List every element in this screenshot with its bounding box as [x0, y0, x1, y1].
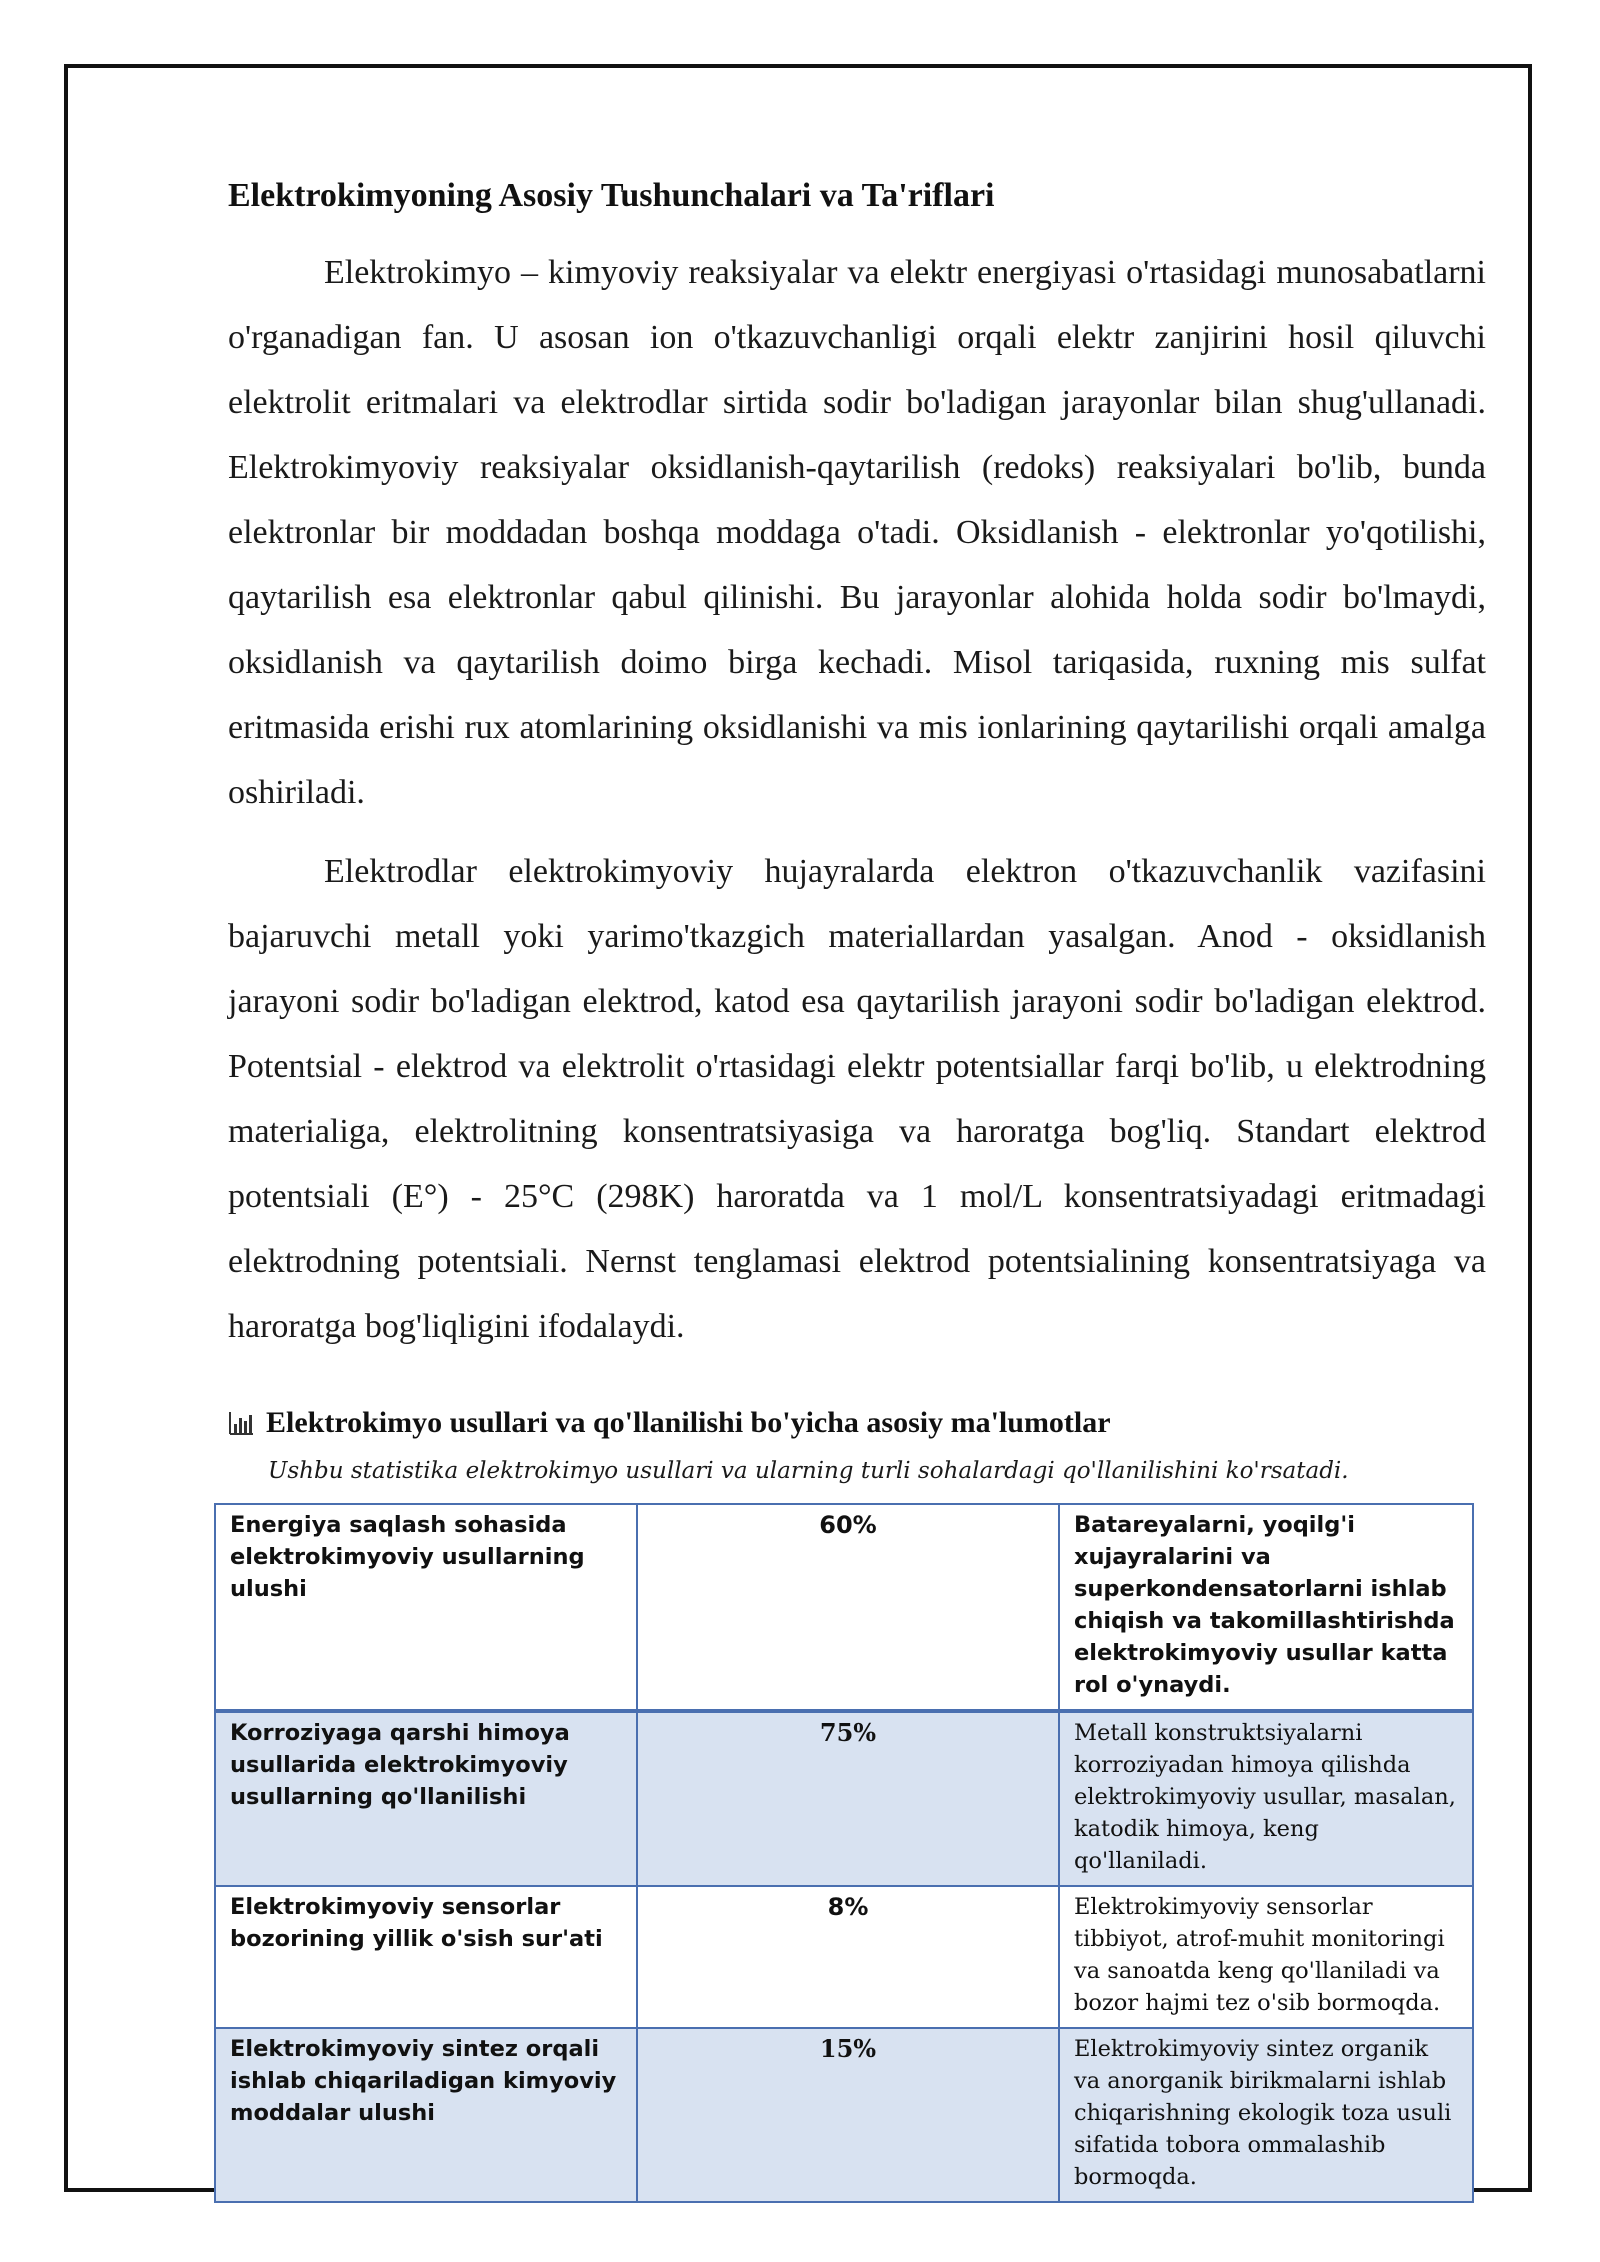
- row-value: 8%: [637, 1886, 1059, 2028]
- row-note: Elektrokimyoviy sintez organik va anorganik birikmalarni ishlab chiqarishning ekologik toza usuli sifatida tobora ommalashib bormoqda.: [1059, 2028, 1473, 2202]
- row-label: Korroziyaga qarshi himoya usullarida elektrokimyoviy usullarning qo'llanilishi: [215, 1711, 637, 1886]
- table-row: [215, 1886, 1473, 2028]
- row-note: Metall konstruktsiyalarni korroziyadan himoya qilishda elektrokimyoviy usullar, masalan, katodik himoya, keng qo'llaniladi.: [1059, 1711, 1473, 1886]
- table-row: [215, 1504, 1473, 1711]
- table-row: [215, 2028, 1473, 2202]
- paragraph-electrochemistry: Elektrokimyo – kimyoviy reaksiyalar va elektr energiyasi o'rtasidagi munosabatlarni o'rganadigan fan. U asosan ion o'tkazuvchanligi orqali elektr zanjirini hosil qiluvchi elektrolit eritmalari va elektrodlar sirtida sodir bo'ladigan jarayonlar bilan shug'ullanadi. Elektrokimyoviy reaksiyalar oksidlanish-qaytarilish (redoks) reaksiyalari bo'lib, bunda elektronlar bir moddadan boshqa moddaga o'tadi. Oksidlanish - elektronlar yo'qotilishi, qaytarilish esa elektronlar qabul qilinishi. Bu jarayonlar alohida holda sodir bo'lmaydi, oksidlanish va qaytarilish doimo birga kechadi. Misol tariqasida, ruxning mis sulfat eritmasida erishi rux atomlarining oksidlanishi va mis ionlarining qaytarilishi orqali amalga oshiriladi.: [228, 254, 1486, 811]
- row-value: 75%: [637, 1711, 1059, 1886]
- bar-chart-icon: [228, 1410, 254, 1436]
- document-heading: Elektrokimyoning Asosiy Tushunchalari va Ta'riflari: [228, 177, 995, 214]
- row-value: 60%: [637, 1504, 1059, 1711]
- table-row: [215, 1711, 1473, 1886]
- row-label: Energiya saqlash sohasida elektrokimyoviy usullarning ulushi: [215, 1504, 637, 1711]
- row-value: 15%: [637, 2028, 1059, 2202]
- table-caption: Ushbu statistika elektrokimyo usullari va ularning turli sohalardagi qo'llanilishini ko'rsatadi.: [268, 1458, 1349, 1484]
- row-note: Batareyalarni, yoqilg'i xujayralarini va superkondensatorlarni ishlab chiqish va takomillashtirishda elektrokimyoviy usullar katta rol o'ynaydi.: [1059, 1504, 1473, 1711]
- paragraph-electrodes: Elektrodlar elektrokimyoviy hujayralarda elektron o'tkazuvchanlik vazifasini bajaruvchi metall yoki yarimo'tkazgich materiallardan yasalgan. Anod - oksidlanish jarayoni sodir bo'ladigan elektrod, katod esa qaytarilish jarayoni sodir bo'ladigan elektrod. Potentsial - elektrod va elektrolit o'rtasidagi elektr potentsiallar farqi bo'lib, u elektrodning materialiga, elektrolitning konsentratsiyasiga va haroratga bog'liq. Standart elektrod potentsiali (E°) - 25°C (298K) haroratda va 1 mol/L konsentratsiyadagi eritmadagi elektrodning potentsiali. Nernst tenglamasi elektrod potentsialining konsentratsiyaga va haroratga bog'liqligini ifodalaydi.: [228, 853, 1486, 1345]
- statistics-table: [214, 1503, 1474, 2203]
- table-section-title-text: Elektrokimyo usullari va qo'llanilishi bo'yicha asosiy ma'lumotlar: [266, 1406, 1111, 1439]
- row-label: Elektrokimyoviy sintez orqali ishlab chiqariladigan kimyoviy moddalar ulushi: [215, 2028, 637, 2202]
- table-section-title: [228, 1401, 1486, 1445]
- document-content: [228, 170, 1486, 2203]
- row-note: Elektrokimyoviy sensorlar tibbiyot, atrof-muhit monitoringi va sanoatda keng qo'llaniladi va bozor hajmi tez o'sib bormoqda.: [1059, 1886, 1473, 2028]
- row-label: Elektrokimyoviy sensorlar bozorining yillik o'sish sur'ati: [215, 1886, 637, 2028]
